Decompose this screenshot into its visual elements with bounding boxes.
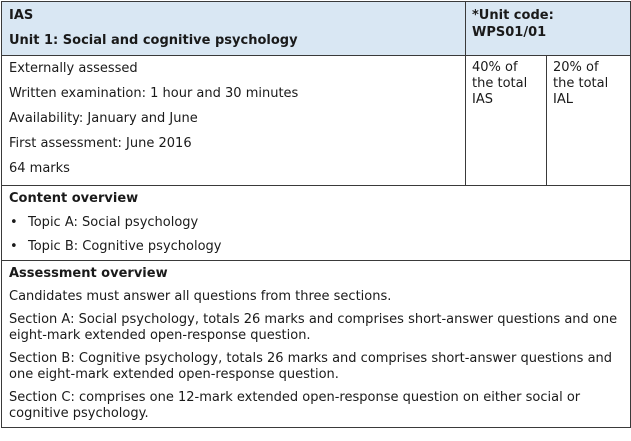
unit-specification-table <box>1 1 631 428</box>
list-item <box>9 214 620 231</box>
assessment-details-cell <box>2 56 466 186</box>
assessment-type: Externally assessed <box>9 61 138 76</box>
first-assessment: First assessment: June 2016 <box>9 136 192 151</box>
total-marks: 64 marks <box>9 161 70 176</box>
unit-title: Unit 1: Social and cognitive psychology <box>9 33 298 48</box>
content-overview-heading: Content overview <box>9 191 139 206</box>
ial-weighting-line: IAL <box>553 92 573 107</box>
availability: Availability: January and June <box>9 111 198 126</box>
topic-label: Topic B: Cognitive psychology <box>28 239 222 254</box>
topic-label: Topic A: Social psychology <box>28 215 199 230</box>
assessment-overview-row <box>2 261 631 428</box>
list-item <box>9 238 620 255</box>
ias-weighting-line: the total <box>472 76 528 91</box>
ias-weighting-line: IAS <box>472 92 493 107</box>
bullet-icon: • <box>10 215 18 230</box>
bullet-icon: • <box>10 239 18 254</box>
assessment-overview-heading: Assessment overview <box>9 266 168 281</box>
assessment-paragraph: Section B: Cognitive psychology, totals 26 marks and comprises short-answer questions and one eight-mark extended open-response question. <box>9 351 613 382</box>
content-overview-row <box>2 186 631 261</box>
unit-specification-sheet <box>1 1 630 428</box>
unit-title-cell <box>2 2 466 56</box>
content-overview-cell <box>2 186 631 261</box>
unit-code: WPS01/01 <box>472 25 547 40</box>
ial-weighting-line: 20% of <box>553 60 599 75</box>
assessment-paragraph: Section C: comprises one 12-mark extended open-response question on either social or cognitive psychology. <box>9 390 581 421</box>
details-row <box>2 56 631 186</box>
assessment-paragraph: Section A: Social psychology, totals 26 marks and comprises short-answer questions and one eight-mark extended open-response question. <box>9 312 618 343</box>
unit-code-cell <box>466 2 631 56</box>
assessment-overview-cell <box>2 261 631 428</box>
ias-weighting-cell <box>466 56 547 186</box>
header-row <box>2 2 631 56</box>
ial-weighting-cell <box>547 56 631 186</box>
qualification-level: IAS <box>9 8 34 23</box>
assessment-paragraph: Candidates must answer all questions from three sections. <box>9 289 392 304</box>
exam-duration: Written examination: 1 hour and 30 minutes <box>9 86 299 101</box>
ial-weighting-line: the total <box>553 76 609 91</box>
ias-weighting-line: 40% of <box>472 60 518 75</box>
unit-code-label: *Unit code: <box>472 8 554 23</box>
